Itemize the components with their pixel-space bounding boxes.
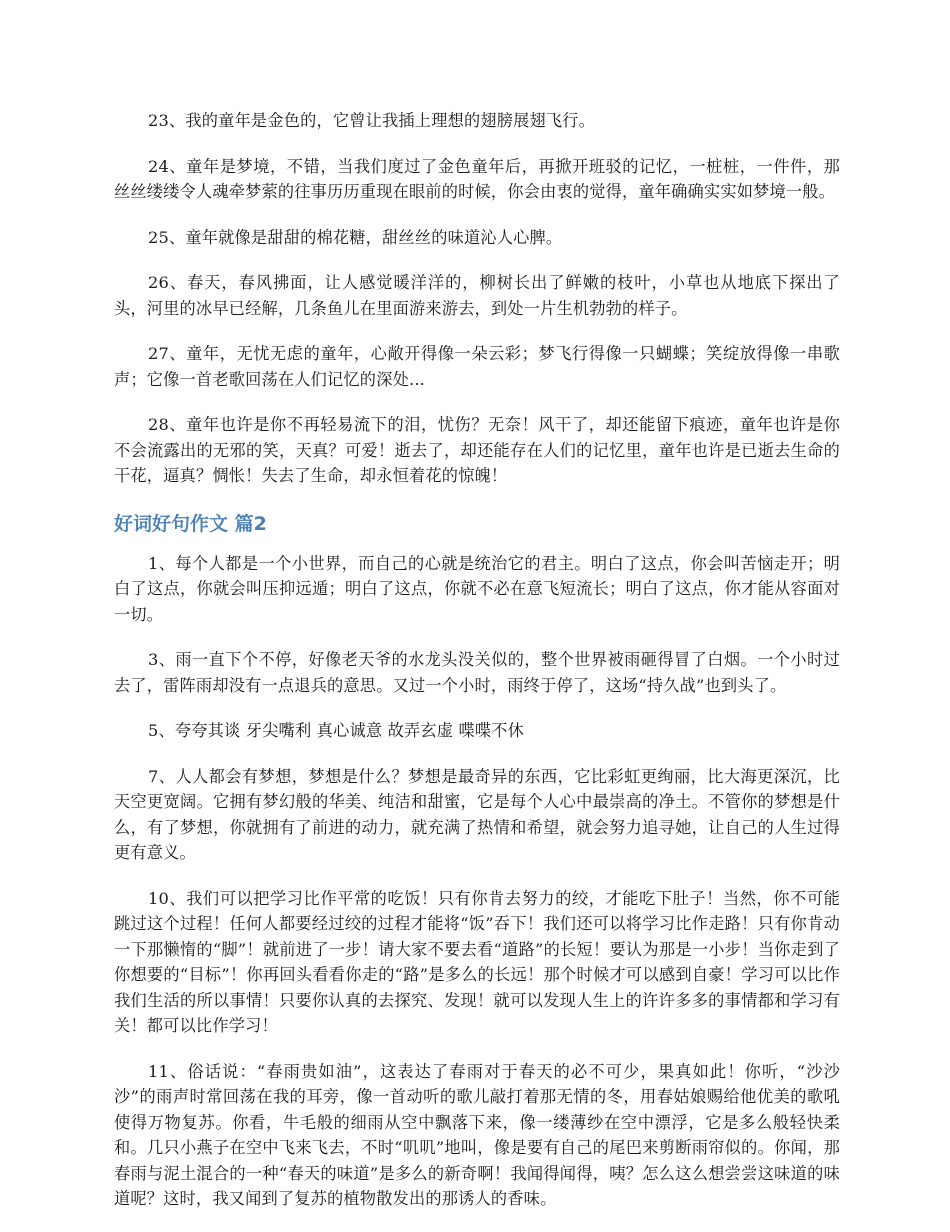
paragraph-28: 28、童年也许是你不再轻易流下的泪，忧伤？无奈！风干了，却还能留下痕迹，童年也许是你不会流露出的无邪的笑，天真？可爱！逝去了，却还能存在人们的记忆里，童年也许是已逝去生命的干花，逼真？惆怅！失去了生命，却永恒着花的惊魄！	[114, 415, 840, 485]
paragraph-27: 27、童年，无忧无虑的童年，心敞开得像一朵云彩；梦飞行得像一只蝴蝶；笑绽放得像一串歌声；它像一首老歌回荡在人们记忆的深处...	[114, 344, 840, 389]
document-page	[114, 108, 840, 1232]
paragraph-7: 7、人人都会有梦想，梦想是什么？梦想是最奇异的东西，它比彩虹更绚丽，比大海更深沉，比天空更宽阔。它拥有梦幻般的华美、纯洁和甜蜜，它是每个人心中最崇高的净土。不管你的梦想是什么，有了梦想，你就拥有了前进的动力，就充满了热情和希望，就会努力追寻她，让自己的人生过得更有意义。	[114, 766, 840, 862]
paragraph-3: 3、雨一直下个不停，好像老天爷的水龙头没关似的，整个世界被雨砸得冒了白烟。一个小时过去了，雷阵雨却没有一点退兵的意思。又过一个小时，雨终于停了，这场“持久战”也到头了。	[114, 650, 840, 695]
paragraph-24: 24、童年是梦境，不错，当我们度过了金色童年后，再掀开班驳的记忆，一桩桩，一件件，那丝丝缕缕令人魂牵梦萦的往事历历重现在眼前的时候，你会由衷的觉得，童年确确实实如梦境一般。	[114, 156, 840, 201]
section-heading: 好词好句作文 篇2	[114, 512, 267, 535]
paragraph-5: 5、夸夸其谈 牙尖嘴利 真心诚意 故弄玄虚 喋喋不休	[148, 721, 525, 740]
paragraph-1: 1、每个人都是一个小世界，而自己的心就是统治它的君主。明白了这点，你会叫苦恼走开；明白了这点，你就会叫压抑远遁；明白了这点，你就不必在意飞短流长；明白了这点，你才能从容面对一切。	[114, 553, 840, 624]
paragraph-11: 11、俗话说：“春雨贵如油”，这表达了春雨对于春天的必不可少，果真如此！你听，“沙沙沙”的雨声时常回荡在我的耳旁，像一首动听的歌儿敲打着那无情的冬，用春姑娘赐给他优美的歌吼使得万物复苏。你看，牛毛般的细雨从空中飘落下来，像一缕薄纱在空中漂浮，它是多么般轻快柔和。几只小燕子在空中飞来飞去，不时“叽叽”地叫，像是要有自己的尾巴来剪断雨帘似的。你闻，那春雨与泥土混合的一种“春天的味道”是多么的新奇啊！我闻得闻得，咦？怎么这么想尝尝这味道的味道呢？这时，我又闻到了复苏的植物散发出的那诱人的香味。	[114, 1061, 840, 1208]
paragraph-25: 25、童年就像是甜甜的棉花糖，甜丝丝的味道沁人心脾。	[148, 227, 563, 247]
paragraph-10: 10、我们可以把学习比作平常的吃饭！只有你肯去努力的绞，才能吃下肚子！当然，你不可能跳过这个过程！任何人都要经过绞的过程才能将“饭”吞下！我们还可以将学习比作走路！只有你肯动一下那懒惰的“脚”！就前进了一步！请大家不要去看“道路”的长短！要认为那是一小步！当你走到了你想要的“目标”！你再回头看看你走的“路”是多么的长远！那个时候才可以感到自豪！学习可以比作我们生活的所以事情！只要你认真的去探究、发现！就可以发现人生上的许许多多的事情都和学习有关！都可以比作学习！	[114, 888, 840, 1035]
paragraph-26: 26、春天，春风拂面，让人感觉暖洋洋的，柳树长出了鲜嫩的枝叶，小草也从地底下探出了头，河里的冰早已经解，几条鱼儿在里面游来游去，到处一片生机勃勃的样子。	[114, 273, 840, 318]
paragraph-23: 23、我的童年是金色的，它曾让我插上理想的翅膀展翅飞行。	[148, 111, 596, 130]
